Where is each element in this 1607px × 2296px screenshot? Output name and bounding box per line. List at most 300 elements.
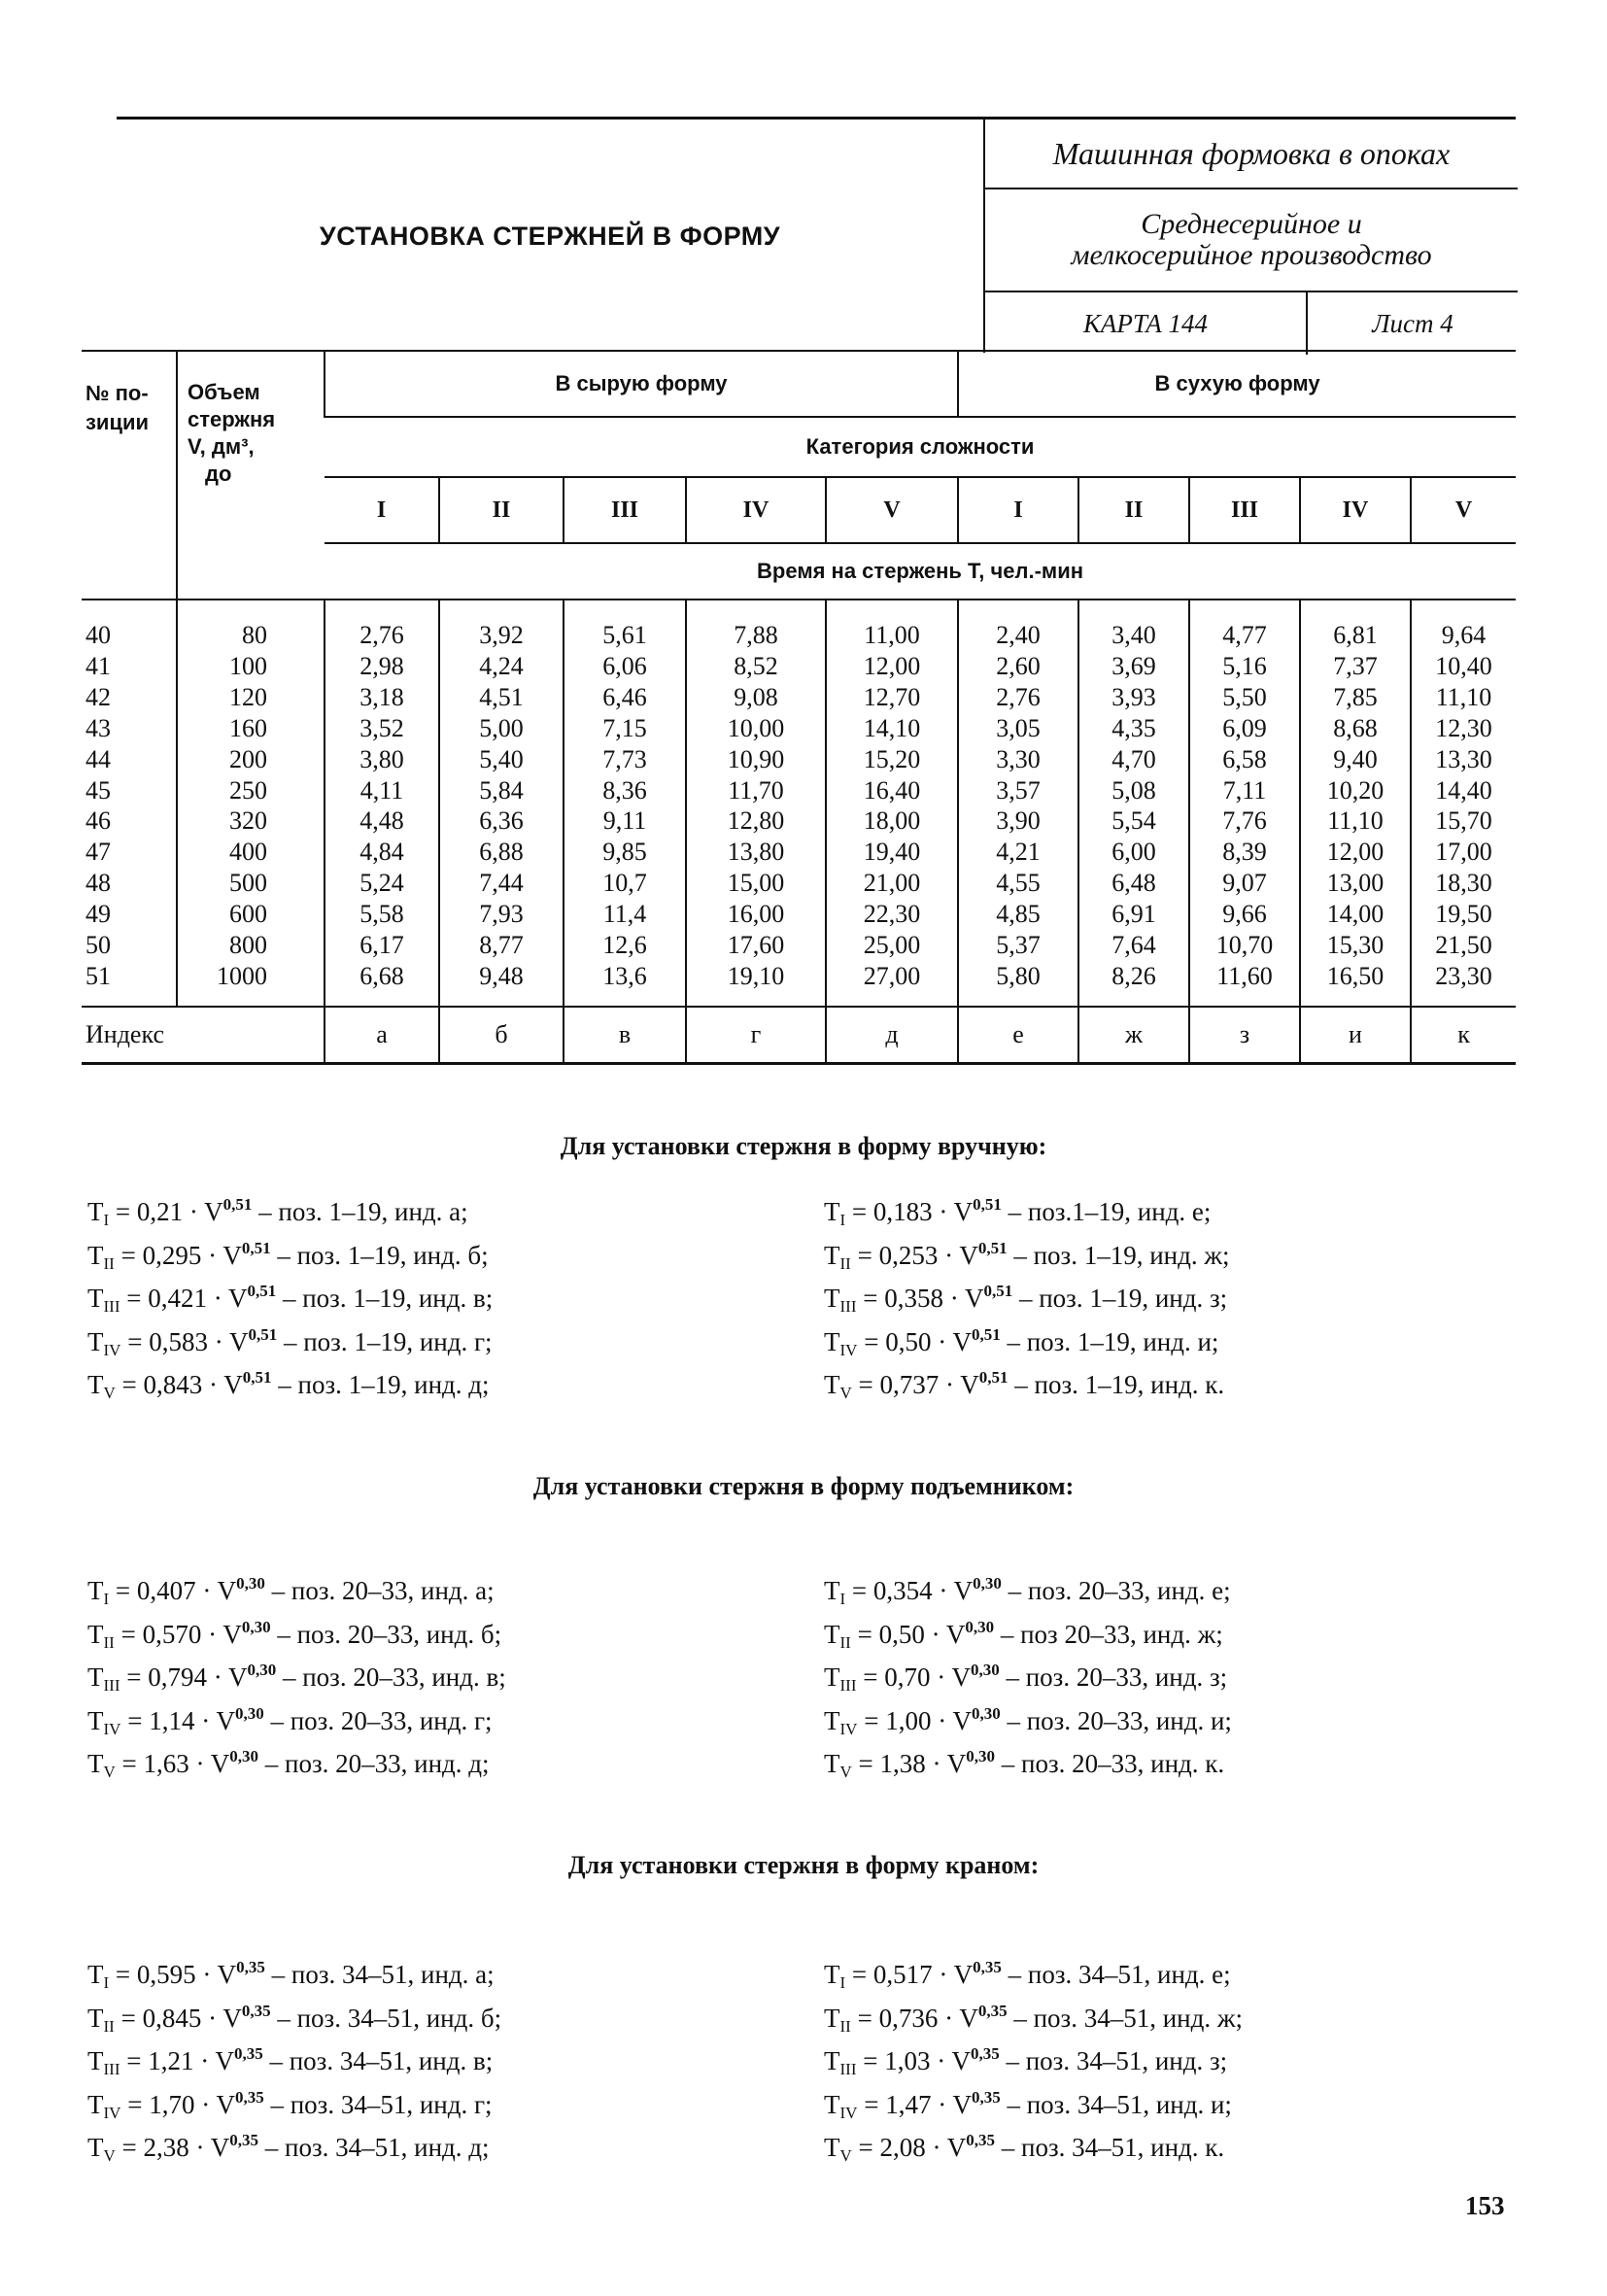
time-cell: 5,40: [479, 744, 524, 773]
formula-scope: поз. 34–51, инд. з;: [1025, 2046, 1228, 2075]
formula-line: $T_V = 1,63 \cdot V^{0,30}$ – поз. 20–33, инд. д;: [87, 1747, 490, 1781]
card-meta: [983, 120, 1518, 353]
position-cell: 47: [85, 838, 111, 867]
formula-scope: поз. 1–19, инд. в;: [302, 1284, 494, 1313]
formula-scope: поз. 34–51, инд. д;: [285, 2133, 490, 2162]
formula-coefficient: 0,358: [884, 1284, 943, 1313]
production-line-1: Среднесерийное и: [1141, 208, 1362, 240]
time-cell: 4,51: [479, 682, 524, 711]
time-cell: 5,80: [996, 961, 1041, 990]
time-per-core-label: Время на стержень Т, чел.-мин: [325, 543, 1516, 600]
production-line-2: мелкосерийное производство: [1071, 239, 1432, 271]
time-cell: 4,55: [996, 869, 1041, 898]
formula-exponent: 0,30: [966, 1747, 996, 1765]
formula-coefficient: 2,08: [879, 2133, 926, 2162]
formula-line: $T_{IV} = 0,50 \cdot V^{0,51}$ – поз. 1–19, инд. и;: [824, 1324, 1219, 1359]
time-cell: 6,09: [1222, 713, 1267, 742]
formula-subscript: II: [103, 2016, 115, 2036]
formula-line: $T_{III} = 0,358 \cdot V^{0,51}$ – поз. 1–19, инд. з;: [824, 1282, 1228, 1316]
formula-scope: поз. 1–19, инд. б;: [296, 1240, 489, 1270]
formula-subscript: V: [103, 2146, 116, 2165]
sheet-number: Лист 4: [1372, 308, 1453, 338]
formula-line: $T_{II} = 0,253 \cdot V^{0,51}$ – поз. 1–19, инд. ж;: [824, 1238, 1230, 1273]
time-cell: 18,00: [863, 806, 921, 836]
time-cell: 11,60: [1216, 961, 1273, 990]
formula-scope: поз. 20–33, инд. г;: [290, 1705, 493, 1735]
time-cell: 16,40: [863, 775, 921, 805]
complexity-dry-2: II: [1078, 477, 1189, 543]
formula-line: $T_{III} = 0,70 \cdot V^{0,30}$ – поз. 20–33, инд. з;: [824, 1661, 1228, 1695]
norms-table: [82, 350, 1516, 1065]
time-cell: 13,6: [602, 961, 647, 990]
time-cell: 4,85: [996, 900, 1041, 929]
time-cell: 21,00: [863, 869, 921, 898]
time-cell: 9,11: [602, 806, 647, 836]
formula-subscript: III: [103, 1297, 120, 1316]
time-cell: 9,48: [479, 961, 524, 990]
formula-subscript: III: [839, 2060, 857, 2078]
time-cell: 5,00: [479, 713, 524, 742]
time-cell: 12,6: [602, 931, 647, 960]
formula-coefficient: 0,21: [136, 1197, 184, 1226]
formula-coefficient: 1,70: [149, 2089, 195, 2119]
time-cell: 3,57: [996, 775, 1041, 805]
time-cell: 5,58: [359, 900, 404, 929]
formula-coefficient: 0,421: [148, 1284, 207, 1313]
time-cell: 2,76: [996, 682, 1041, 711]
formula-line: $T_{IV} = 1,00 \cdot V^{0,30}$ – поз. 20–33, инд. и;: [824, 1703, 1232, 1738]
time-cell: 11,00: [864, 621, 920, 649]
time-cell: 15,00: [727, 869, 785, 898]
time-cell: 8,36: [602, 775, 647, 805]
time-cell: 4,84: [359, 838, 404, 867]
complexity-dry-4: IV: [1300, 477, 1411, 543]
time-cell: 11,4: [602, 900, 647, 929]
formulas-crane-wet: [87, 1946, 501, 2163]
formula-line: $T_{IV} = 1,47 \cdot V^{0,35}$ – поз. 34–51, инд. и;: [824, 2087, 1232, 2122]
time-cell: 2,98: [359, 651, 404, 680]
formula-scope: поз. 20–33, инд. в;: [302, 1662, 506, 1692]
formula-coefficient: 1,63: [143, 1749, 189, 1778]
formula-scope: поз. 20–33, инд. и;: [1026, 1705, 1232, 1735]
formula-coefficient: 0,737: [879, 1370, 940, 1399]
time-cell: 6,36: [479, 806, 524, 836]
position-cell: 45: [85, 775, 111, 805]
formula-exponent: 0,30: [247, 1661, 277, 1679]
formulas-manual-wet: [87, 1183, 493, 1400]
time-cell: 13,00: [1326, 869, 1385, 898]
formulas-crane-dry: [824, 1946, 1243, 2163]
formula-exponent: 0,35: [233, 2044, 263, 2063]
time-cell: 3,40: [1111, 621, 1156, 649]
formula-coefficient: 0,50: [878, 1619, 925, 1649]
time-cell: 11,70: [728, 775, 784, 805]
time-cell: 7,64: [1111, 931, 1156, 960]
formula-scope: поз.1–19, инд. е;: [1027, 1197, 1212, 1226]
formula-coefficient: 0,407: [136, 1576, 196, 1605]
formula-coefficient: 0,843: [143, 1370, 203, 1399]
time-column-10: [1411, 600, 1516, 1007]
complexity-wet-1: I: [325, 477, 439, 543]
volume-cell: 1000: [217, 961, 267, 990]
index-label: Индекс: [82, 1007, 325, 1064]
formula-coefficient: 0,50: [885, 1326, 932, 1356]
formula-subscript: II: [839, 1632, 851, 1652]
formula-coefficient: 0,845: [142, 2003, 202, 2033]
time-cell: 16,00: [727, 900, 785, 929]
time-cell: 3,05: [996, 713, 1041, 742]
volume-cell: 320: [229, 806, 267, 836]
header-position: [82, 351, 177, 600]
time-cell: 5,08: [1111, 775, 1156, 805]
volume-cell: 250: [229, 775, 267, 805]
time-column-5: [826, 600, 958, 1007]
formula-subscript: I: [839, 1973, 846, 1992]
time-column-8: [1189, 600, 1300, 1007]
time-cell: 6,88: [479, 838, 524, 867]
time-column-2: [439, 600, 564, 1007]
time-cell: 7,11: [1222, 775, 1267, 805]
formula-exponent: 0,51: [983, 1282, 1013, 1300]
time-cell: 9,64: [1441, 621, 1487, 649]
card-sheet-row: [985, 292, 1518, 355]
formula-scope: поз. 20–33, инд. а;: [291, 1576, 495, 1605]
time-cell: 12,00: [863, 651, 921, 680]
formula-exponent: 0,30: [971, 1703, 1001, 1723]
formula-exponent: 0,30: [965, 1617, 995, 1636]
formula-exponent: 0,35: [234, 2087, 264, 2107]
time-cell: 5,16: [1222, 651, 1267, 680]
formula-subscript: III: [103, 2060, 120, 2078]
formula-coefficient: 1,38: [879, 1749, 926, 1778]
time-cell: 10,40: [1435, 651, 1492, 680]
section-title-hoist: Для установки стержня в форму подъемником:: [532, 1472, 1075, 1500]
time-cell: 10,70: [1215, 931, 1274, 960]
time-cell: 10,90: [727, 744, 785, 773]
section-title-manual: Для установки стержня в форму вручную:: [560, 1132, 1047, 1160]
formula-subscript: II: [103, 1253, 115, 1273]
position-cell: 41: [85, 651, 111, 680]
formula-exponent: 0,51: [222, 1195, 253, 1214]
time-cell: 4,77: [1222, 621, 1267, 649]
page-number: 153: [1465, 2191, 1505, 2220]
time-cell: 12,30: [1435, 713, 1492, 742]
formula-subscript: I: [103, 1973, 110, 1992]
formula-line: $T_{II} = 0,295 \cdot V^{0,51}$ – поз. 1–19, инд. б;: [87, 1238, 489, 1273]
formula-scope: поз. 34–51, инд. г;: [290, 2089, 493, 2119]
time-cell: 19,10: [727, 961, 785, 990]
formula-scope: поз. 20–33, инд. з;: [1025, 1662, 1228, 1692]
time-cell: 6,68: [359, 961, 404, 990]
formula-line: $T_{III} = 0,794 \cdot V^{0,30}$ – поз. 20–33, инд. в;: [87, 1661, 506, 1695]
time-cell: 27,00: [863, 961, 921, 990]
formula-exponent: 0,51: [977, 1238, 1008, 1257]
formula-scope: поз. 1–19, инд. к.: [1034, 1370, 1225, 1399]
formulas-manual-dry: [824, 1183, 1230, 1400]
formula-subscript: IV: [839, 2103, 858, 2122]
index-cell: г: [686, 1007, 826, 1064]
formula-subscript: IV: [839, 1340, 858, 1359]
position-cell: 46: [85, 806, 111, 836]
formula-scope: поз. 20–33, инд. е;: [1027, 1576, 1231, 1605]
section-title-crane: Для установки стержня в форму краном:: [567, 1851, 1040, 1879]
formula-line: $T_{II} = 0,50 \cdot V^{0,30}$ – поз 20–33, инд. ж;: [824, 1617, 1223, 1652]
formula-scope: поз. 1–19, инд. г;: [303, 1326, 493, 1356]
formula-exponent: 0,51: [248, 1324, 278, 1344]
volume-cell: 100: [229, 651, 267, 680]
formula-exponent: 0,30: [241, 1617, 271, 1636]
group-dry-mold: В сухую форму: [958, 351, 1516, 417]
complexity-wet-5: V: [826, 477, 958, 543]
time-cell: 7,37: [1333, 651, 1378, 680]
formula-coefficient: 0,736: [878, 2003, 939, 2033]
position-cell: 43: [85, 713, 111, 742]
time-cell: 8,77: [479, 931, 524, 960]
time-column-6: [958, 600, 1078, 1007]
card-header: [117, 117, 1516, 353]
header-volume-line-2: стержня: [188, 407, 276, 431]
formula-exponent: 0,35: [229, 2131, 259, 2149]
formula-coefficient: 0,183: [872, 1197, 933, 1226]
time-cell: 4,70: [1111, 744, 1156, 773]
time-cell: 5,54: [1111, 806, 1156, 836]
formula-scope: поз. 34–51, инд. ж;: [1033, 2003, 1243, 2033]
formula-line: $T_{II} = 0,570 \cdot V^{0,30}$ – поз. 20–33, инд. б;: [87, 1617, 502, 1652]
formula-exponent: 0,35: [973, 1958, 1002, 1976]
time-cell: 4,21: [996, 838, 1041, 867]
complexity-wet-3: III: [564, 477, 686, 543]
time-cell: 17,00: [1435, 838, 1492, 867]
time-cell: 15,20: [863, 744, 921, 773]
formulas-hoist-wet: [87, 1562, 506, 1779]
formula-scope: поз. 20–33, инд. д;: [285, 1749, 490, 1778]
time-cell: 3,80: [359, 744, 404, 773]
volume-cell: 160: [229, 713, 267, 742]
formula-coefficient: 0,70: [884, 1662, 931, 1692]
formula-subscript: I: [103, 1590, 110, 1608]
header-position-line-1: № по-: [85, 381, 149, 405]
formula-line: $T_I = 0,595 \cdot V^{0,35}$ – поз. 34–51, инд. а;: [87, 1958, 495, 1992]
time-cell: 5,84: [479, 775, 524, 805]
time-cell: 9,08: [734, 682, 778, 711]
time-cell: 11,10: [1435, 682, 1492, 711]
formula-subscript: IV: [103, 1340, 121, 1359]
complexity-wet-4: IV: [686, 477, 826, 543]
formula-scope: поз. 34–51, инд. в;: [289, 2046, 494, 2075]
formula-exponent: 0,30: [234, 1703, 264, 1723]
time-cell: 23,30: [1435, 961, 1492, 990]
volume-column: [177, 600, 325, 1007]
formula-exponent: 0,51: [978, 1368, 1009, 1387]
time-cell: 8,68: [1333, 713, 1378, 742]
formula-scope: поз. 1–19, инд. д;: [297, 1370, 490, 1399]
time-cell: 10,7: [602, 869, 647, 898]
time-cell: 3,69: [1111, 651, 1156, 680]
formula-scope: поз. 20–33, инд. к.: [1021, 1749, 1225, 1778]
formula-scope: поз. 34–51, инд. к.: [1021, 2133, 1225, 2162]
time-cell: 3,92: [479, 621, 524, 649]
formula-coefficient: 0,295: [142, 1240, 202, 1270]
time-cell: 6,46: [602, 682, 647, 711]
formula-line: $T_I = 0,354 \cdot V^{0,30}$ – поз. 20–33, инд. е;: [824, 1574, 1231, 1608]
formula-coefficient: 0,354: [872, 1576, 933, 1605]
time-cell: 6,06: [602, 651, 647, 680]
time-cell: 3,30: [996, 744, 1041, 773]
header-volume: [177, 351, 325, 600]
volume-cell: 80: [242, 621, 267, 649]
time-cell: 6,48: [1111, 869, 1156, 898]
formula-coefficient: 1,03: [884, 2046, 931, 2075]
index-cell: а: [325, 1007, 439, 1064]
time-cell: 4,48: [359, 806, 404, 836]
formula-exponent: 0,51: [971, 1324, 1001, 1344]
time-cell: 14,00: [1326, 900, 1385, 929]
formula-exponent: 0,30: [970, 1661, 1000, 1679]
formula-exponent: 0,35: [966, 2131, 996, 2149]
formula-coefficient: 0,794: [148, 1662, 207, 1692]
formula-line: $T_{IV} = 1,70 \cdot V^{0,35}$ – поз. 34–51, инд. г;: [87, 2087, 493, 2122]
time-column-4: [686, 600, 826, 1007]
formula-line: $T_{III} = 1,03 \cdot V^{0,35}$ – поз. 34–51, инд. з;: [824, 2044, 1228, 2078]
time-cell: 4,35: [1111, 713, 1156, 742]
group-wet-mold: В сырую форму: [325, 351, 958, 417]
time-cell: 4,24: [479, 651, 524, 680]
complexity-dry-3: III: [1189, 477, 1300, 543]
formula-line: $T_{III} = 0,421 \cdot V^{0,51}$ – поз. 1–19, инд. в;: [87, 1282, 494, 1316]
time-cell: 6,58: [1222, 744, 1267, 773]
formula-line: $T_{III} = 1,21 \cdot V^{0,35}$ – поз. 34–51, инд. в;: [87, 2044, 494, 2078]
time-cell: 14,10: [863, 713, 921, 742]
time-cell: 12,80: [727, 806, 785, 836]
formula-scope: поз. 34–51, инд. а;: [291, 1960, 495, 1989]
formula-line: $T_{IV} = 1,14 \cdot V^{0,30}$ – поз. 20–33, инд. г;: [87, 1703, 493, 1738]
formula-coefficient: 0,595: [136, 1960, 196, 1989]
formula-subscript: V: [839, 1384, 852, 1402]
time-cell: 3,90: [996, 806, 1041, 836]
time-cell: 5,24: [359, 869, 404, 898]
time-cell: 2,40: [996, 621, 1041, 649]
formula-exponent: 0,30: [236, 1574, 265, 1593]
volume-cell: 800: [229, 931, 267, 960]
time-cell: 25,00: [863, 931, 921, 960]
complexity-category: Категория сложности: [325, 417, 1516, 477]
formula-subscript: V: [839, 1763, 852, 1781]
formula-exponent: 0,51: [247, 1282, 277, 1300]
time-cell: 19,50: [1435, 900, 1492, 929]
formula-scope: поз 20–33, инд. ж;: [1020, 1619, 1223, 1649]
complexity-dry-1: I: [958, 477, 1078, 543]
time-cell: 9,40: [1333, 744, 1378, 773]
formula-exponent: 0,30: [973, 1574, 1002, 1593]
time-cell: 15,70: [1435, 806, 1492, 836]
formula-coefficient: 0,583: [149, 1326, 208, 1356]
method-label: Машинная формовка в опоках: [985, 120, 1518, 189]
formula-exponent: 0,51: [241, 1238, 271, 1257]
formula-coefficient: 1,00: [885, 1705, 932, 1735]
time-column-1: [325, 600, 439, 1007]
formula-coefficient: 2,38: [143, 2133, 189, 2162]
formula-scope: поз. 1–19, инд. и;: [1026, 1326, 1219, 1356]
index-cell: ж: [1078, 1007, 1189, 1064]
time-cell: 18,30: [1435, 869, 1492, 898]
index-cell: д: [826, 1007, 958, 1064]
formula-subscript: III: [103, 1676, 120, 1695]
time-cell: 3,52: [359, 713, 404, 742]
formula-scope: поз. 34–51, инд. е;: [1027, 1960, 1231, 1989]
volume-cell: 200: [229, 744, 267, 773]
formula-coefficient: 1,47: [885, 2089, 932, 2119]
formula-line: $T_V = 1,38 \cdot V^{0,30}$ – поз. 20–33, инд. к.: [824, 1747, 1225, 1781]
formula-subscript: I: [103, 1211, 110, 1229]
header-position-line-2: зиции: [85, 410, 150, 434]
formula-subscript: III: [839, 1297, 857, 1316]
position-cell: 42: [85, 682, 111, 711]
time-cell: 4,11: [359, 775, 404, 805]
time-cell: 22,30: [863, 900, 921, 929]
time-cell: 19,40: [863, 838, 921, 867]
formula-subscript: II: [839, 2016, 851, 2036]
complexity-dry-5: V: [1411, 477, 1516, 543]
formula-coefficient: 1,14: [149, 1705, 195, 1735]
time-column-7: [1078, 600, 1189, 1007]
position-cell: 48: [85, 869, 111, 898]
time-cell: 10,20: [1326, 775, 1385, 805]
position-column: [82, 600, 177, 1007]
volume-cell: 120: [229, 682, 267, 711]
time-cell: 11,10: [1327, 806, 1384, 836]
card-number: КАРТА 144: [985, 292, 1308, 355]
formula-subscript: IV: [839, 1719, 858, 1738]
formula-line: $T_I = 0,517 \cdot V^{0,35}$ – поз. 34–51, инд. е;: [824, 1958, 1231, 1992]
time-cell: 12,70: [863, 682, 921, 711]
time-cell: 7,85: [1333, 682, 1378, 711]
volume-cell: 500: [229, 869, 267, 898]
formula-coefficient: 0,253: [878, 1240, 939, 1270]
volume-cell: 600: [229, 900, 267, 929]
header-volume-line-1: Объем: [188, 380, 260, 404]
formula-scope: поз. 34–51, инд. и;: [1026, 2089, 1232, 2119]
formula-line: $T_V = 0,843 \cdot V^{0,51}$ – поз. 1–19, инд. д;: [87, 1368, 490, 1402]
time-cell: 8,39: [1222, 838, 1267, 867]
formula-subscript: I: [839, 1211, 846, 1229]
formulas-hoist-dry: [824, 1562, 1232, 1779]
volume-cell: 400: [229, 838, 267, 867]
formula-exponent: 0,35: [236, 1958, 265, 1976]
time-cell: 9,07: [1222, 869, 1267, 898]
formula-line: $T_{IV} = 0,583 \cdot V^{0,51}$ – поз. 1–19, инд. г;: [87, 1324, 493, 1359]
header-volume-line-3: V, дм³,: [188, 434, 255, 459]
position-cell: 50: [85, 931, 111, 960]
formula-line: $T_V = 2,08 \cdot V^{0,35}$ – поз. 34–51, инд. к.: [824, 2131, 1225, 2165]
formula-exponent: 0,35: [970, 2044, 1000, 2063]
time-cell: 2,76: [359, 621, 404, 649]
formula-subscript: IV: [103, 2103, 121, 2122]
time-cell: 14,40: [1435, 775, 1492, 805]
time-cell: 5,61: [602, 621, 647, 649]
index-cell: к: [1411, 1007, 1516, 1064]
formula-scope: поз. 1–19, инд. з;: [1039, 1284, 1228, 1313]
formula-line: $T_{II} = 0,736 \cdot V^{0,35}$ – поз. 34–51, инд. ж;: [824, 2001, 1243, 2036]
formula-subscript: I: [839, 1590, 846, 1608]
position-cell: 49: [85, 900, 111, 929]
formula-scope: поз. 1–19, инд. а;: [278, 1197, 468, 1226]
time-cell: 9,66: [1222, 900, 1267, 929]
formula-exponent: 0,51: [242, 1368, 272, 1387]
formula-exponent: 0,35: [977, 2001, 1008, 2020]
time-cell: 7,76: [1222, 806, 1267, 836]
formula-subscript: IV: [103, 1719, 121, 1738]
time-cell: 8,26: [1111, 961, 1156, 990]
